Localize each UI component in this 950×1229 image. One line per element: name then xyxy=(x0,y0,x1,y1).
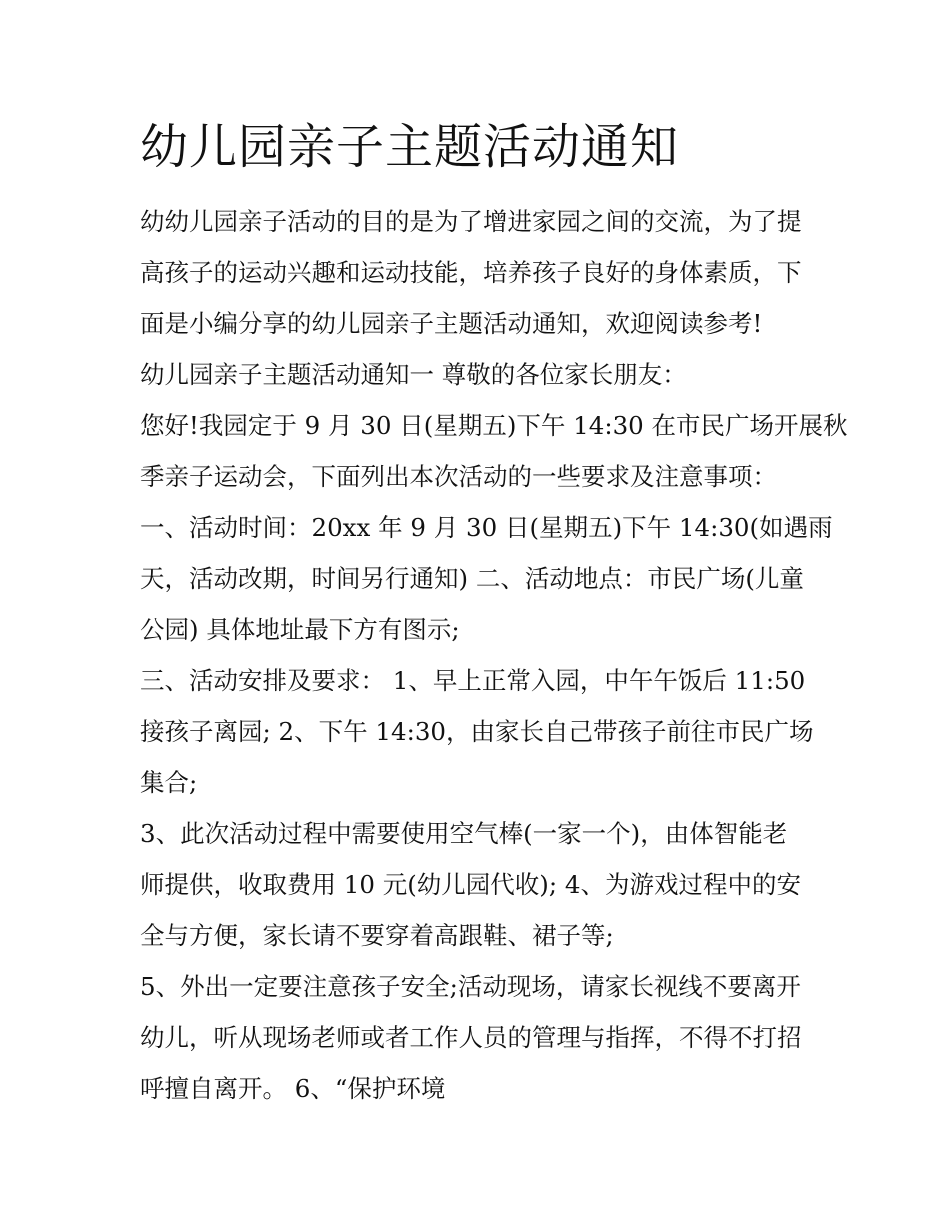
text-line: 一、活动时间：20xx 年 9 月 30 日(星期五)下午 14:30(如遇雨 xyxy=(140,513,833,542)
text-line: 5、外出一定要注意孩子安全;活动现场，请家长视线不要离开 xyxy=(140,972,801,1001)
text-line: 师提供，收取费用 10 元(幼儿园代收); 4、为游戏过程中的安 xyxy=(140,870,801,899)
text-line: 呼擅自离开。 6、“保护环境 xyxy=(140,1074,446,1103)
text-line: 面是小编分享的幼儿园亲子主题活动通知，欢迎阅读参考! xyxy=(140,309,763,338)
text-line: 接孩子离园; 2、下午 14:30，由家长自己带孩子前往市民广场 xyxy=(140,717,814,746)
text-line: 幼儿，听从现场老师或者工作人员的管理与指挥，不得不打招 xyxy=(140,1023,802,1052)
text-line: 公园) 具体地址最下方有图示; xyxy=(140,615,460,644)
document-title: 幼儿园亲子主题活动通知 xyxy=(140,119,680,175)
text-line: 幼儿园亲子主题活动通知一 尊敬的各位家长朋友： xyxy=(140,360,687,389)
text-line: 天，活动改期，时间另行通知) 二、活动地点：市民广场(儿童 xyxy=(140,564,804,593)
document-body xyxy=(140,196,848,1114)
text-line: 集合; xyxy=(140,768,198,797)
text-line: 高孩子的运动兴趣和运动技能，培养孩子良好的身体素质，下 xyxy=(140,258,802,287)
text-line: 您好!我园定于 9 月 30 日(星期五)下午 14:30 在市民广场开展秋 xyxy=(140,411,848,440)
text-line: 三、活动安排及要求： 1、早上正常入园，中午午饭后 11:50 xyxy=(140,666,806,695)
text-line: 3、此次活动过程中需要使用空气棒(一家一个)，由体智能老 xyxy=(140,819,788,848)
text-line: 幼幼儿园亲子活动的目的是为了增进家园之间的交流，为了提 xyxy=(140,207,802,236)
text-line: 季亲子运动会，下面列出本次活动的一些要求及注意事项： xyxy=(140,462,777,491)
text-line: 全与方便，家长请不要穿着高跟鞋、裙子等; xyxy=(140,921,614,950)
